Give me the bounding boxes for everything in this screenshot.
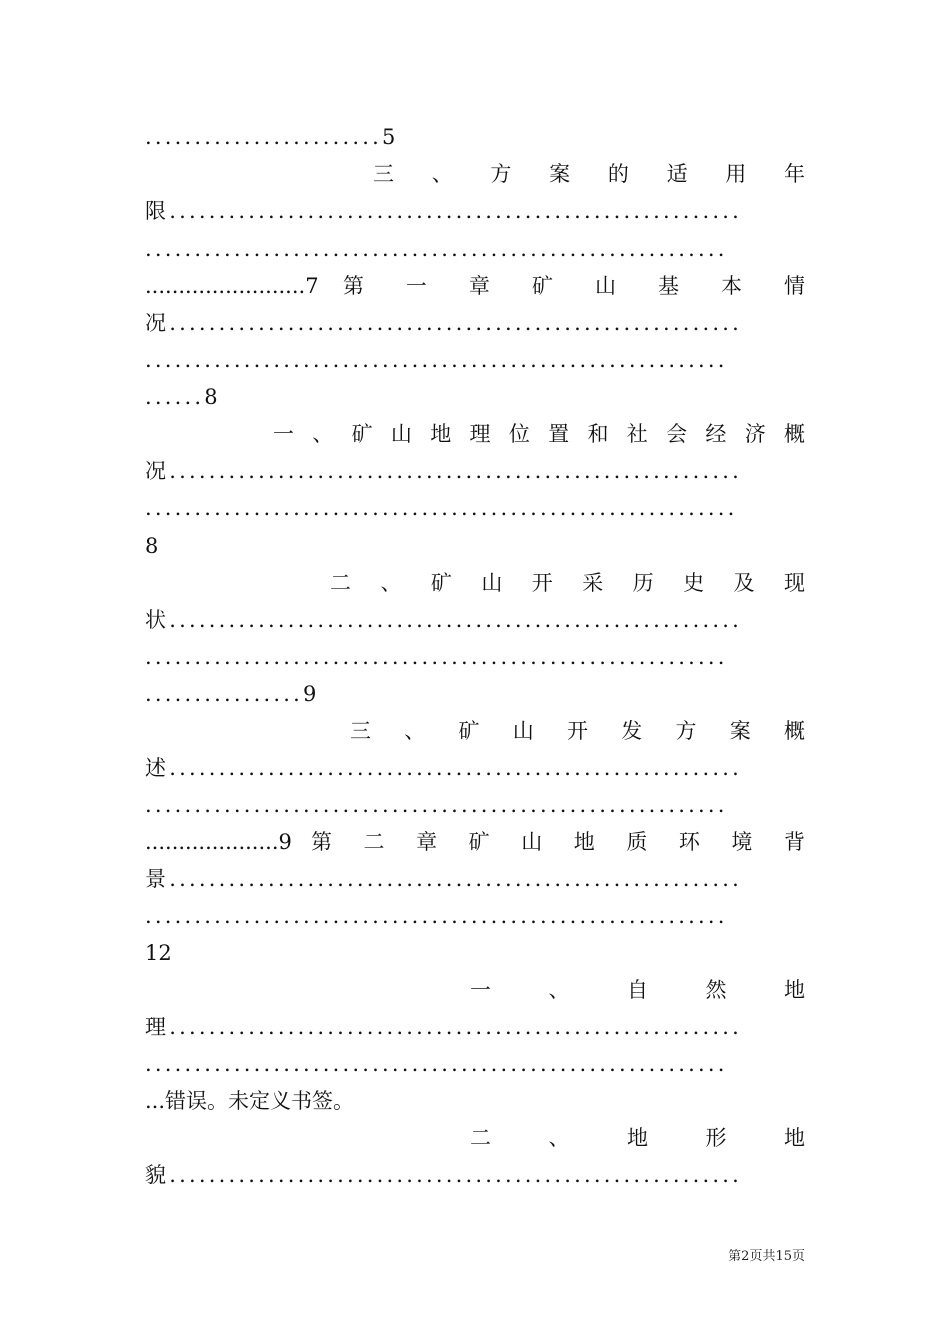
toc-line: 二 、 地 形 地 xyxy=(470,1126,805,1150)
toc-line: ................9 xyxy=(145,682,320,706)
toc-line: 限.......................................................... xyxy=(145,199,742,223)
toc-line: 况.......................................................... xyxy=(145,459,742,483)
page-number-footer: 第2页共15页 xyxy=(728,1249,805,1264)
toc-line: 貌.......................................................... xyxy=(145,1163,742,1187)
toc-line: 述.......................................................... xyxy=(145,756,742,780)
toc-line: ........................................................... xyxy=(145,793,728,817)
toc-line: 三 、 方 案 的 适 用 年 xyxy=(373,162,805,186)
toc-line: 景.......................................................... xyxy=(145,867,742,891)
toc-line: ........................................................... xyxy=(145,348,728,372)
toc-line: ........................5 xyxy=(145,125,399,149)
toc-line: 二 、 矿 山 开 采 历 史 及 现 xyxy=(330,571,805,595)
toc-line: ............................................................ xyxy=(145,496,738,520)
toc-line: ......8 xyxy=(145,385,221,409)
toc-line: ........................................................... xyxy=(145,1052,728,1076)
toc-line: ...错误。未定义书签。 xyxy=(145,1089,355,1113)
toc-line: 状.......................................................... xyxy=(145,608,742,632)
toc-line: ........................................................... xyxy=(145,645,728,669)
toc-line: 理.......................................................... xyxy=(145,1015,742,1039)
toc-line: ....................9 第 二 章 矿 山 地 质 环 境 背 xyxy=(145,830,805,854)
toc-line: 8 xyxy=(145,534,159,558)
toc-line: 一 、 自 然 地 xyxy=(470,978,805,1002)
toc-line: ........................................................... xyxy=(145,237,728,261)
toc-line: 三 、 矿 山 开 发 方 案 概 xyxy=(350,719,805,743)
toc-line: 况.......................................................... xyxy=(145,311,742,335)
toc-line: 一 、 矿 山 地 理 位 置 和 社 会 经 济 概 xyxy=(273,422,805,446)
toc-line: 12 xyxy=(145,941,172,965)
toc-line: ........................7 第 一 章 矿 山 基 本 情 xyxy=(145,274,805,298)
toc-line: ........................................................... xyxy=(145,904,728,928)
